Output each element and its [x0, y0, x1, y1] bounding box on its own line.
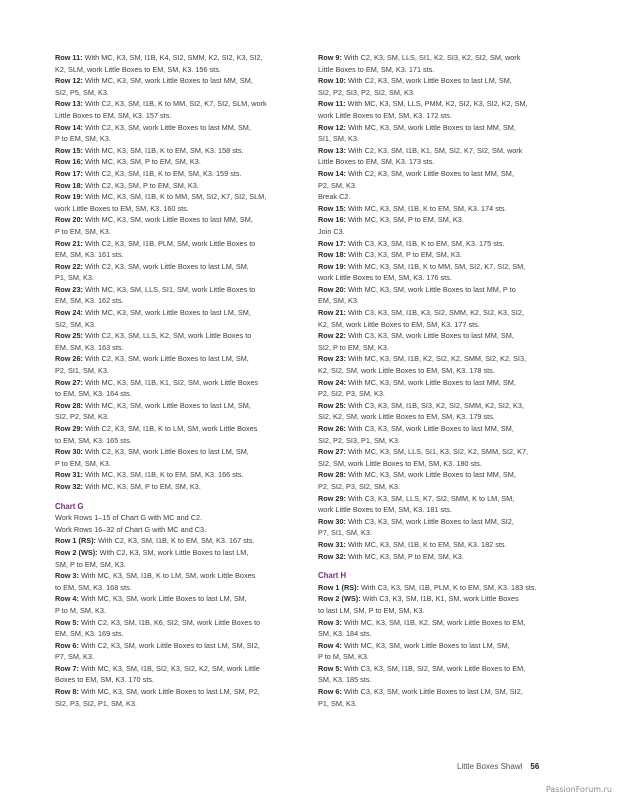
instruction-text: [55, 319, 305, 331]
row-label: Row 5:: [55, 617, 79, 627]
instruction-row: [318, 551, 568, 563]
instruction-row: [55, 570, 305, 582]
row-text: P1, SM, K3.: [55, 273, 94, 283]
instruction-row: [318, 307, 568, 319]
row-label: Row 23:: [318, 354, 346, 364]
row-text: With MC, K3, SM, LLS, SI1, K3, SI2, K2, SMM, SI2, K7,: [345, 447, 529, 457]
instruction-row: [318, 214, 568, 226]
instruction-row: [318, 238, 568, 250]
row-text: With MC, K3, SM, I1B, K to EM, SM, K3. 166 sts.: [82, 470, 244, 480]
row-text: With C3, K3, SM, work Little Boxes to last LM, SM, SI2,: [341, 687, 523, 697]
instruction-row: [55, 156, 305, 168]
row-label: Row 2 (WS):: [318, 594, 361, 604]
row-text: P2, SI2, P3, SM, K3.: [318, 389, 385, 399]
instruction-row: [318, 469, 568, 481]
instruction-row: [55, 423, 305, 435]
row-text: With C2, K3, SM, work Little Boxes to last MM, SM,: [82, 122, 251, 132]
instruction-row: [55, 481, 305, 493]
instruction-row: [55, 307, 305, 319]
instruction-row: [55, 593, 305, 605]
row-text: With MC, K3, SM, work Little Boxes to last LM, SM, P2,: [78, 687, 260, 697]
instruction-text: [318, 458, 568, 470]
row-label: Row 1 (RS):: [55, 536, 96, 546]
row-label: Row 16:: [55, 157, 83, 167]
row-text: With MC, K3, SM, I1B, K1, SI2, SM, work Little Boxes: [82, 377, 259, 387]
row-text: SI2, SM, work Little Boxes to EM, SM, K3. 180 sts.: [318, 458, 482, 468]
instruction-row: [55, 52, 305, 64]
instruction-row: [318, 377, 568, 389]
instruction-row: [318, 261, 568, 273]
row-text: With MC, K3, SM, work Little Boxes to last MM, SM,: [82, 215, 253, 225]
row-label: Row 13:: [318, 145, 346, 155]
instruction-text: [318, 388, 568, 400]
row-text: With C2, K3, SM, P to EM, SM, K3.: [82, 180, 199, 190]
row-text: With MC, K3, SM, work Little Boxes to last MM, SM,: [345, 122, 516, 132]
row-text: P2, SI1, SM, K3.: [55, 366, 109, 376]
section-heading: Chart G: [55, 501, 84, 511]
instruction-row: [318, 686, 568, 698]
row-label: Row 30:: [318, 516, 346, 526]
row-text: With MC, K3, SM, I1B, K to LM, SM, work Little Boxes: [78, 571, 256, 581]
row-label: Row 5:: [318, 663, 342, 673]
row-label: Row 24:: [55, 308, 83, 318]
instruction-row: [55, 238, 305, 250]
row-text: With MC, K3, SM, work Little Boxes to last MM, SM,: [82, 76, 253, 86]
instruction-text: [55, 249, 305, 261]
row-label: Row 17:: [55, 168, 83, 178]
row-text: Break C2.: [318, 192, 351, 202]
instruction-text: [318, 180, 568, 192]
row-text: With C2, K3, SM, I1B, K to LM, SM, work Little Boxes: [82, 424, 258, 433]
row-text: With C3, K3, SM, P to EM, SM, K3.: [345, 250, 462, 260]
instruction-text: [55, 203, 305, 215]
instruction-text: [55, 64, 305, 76]
row-label: Row 31:: [318, 539, 346, 549]
row-text: work Little Boxes to EM, SM, K3. 172 sts.: [318, 110, 452, 120]
instruction-text: [318, 87, 568, 99]
instruction-row: [318, 640, 568, 652]
row-text: SI2, P2, SI3, P1, SM, K3.: [318, 435, 400, 445]
instruction-row: [55, 535, 305, 547]
row-text: P7, SI1, SM, K3.: [318, 528, 372, 538]
instruction-text: [55, 674, 305, 686]
instruction-row: [318, 539, 568, 551]
footer-title: Little Boxes Shawl: [457, 762, 523, 771]
row-text: With C2, K3, SM, I1B, K to EM, SM, K3. 159 sts.: [82, 168, 242, 178]
instruction-text: [318, 191, 568, 203]
instruction-row: [55, 98, 305, 110]
instruction-row: [55, 640, 305, 652]
row-text: SI2, SM, K3.: [55, 319, 96, 329]
instruction-row: [55, 469, 305, 481]
instruction-text: [55, 388, 305, 400]
row-label: Row 2 (WS):: [55, 547, 98, 557]
instruction-row: [318, 122, 568, 134]
row-text: With C3, K3, SM, I1B, K to EM, SM, K3. 175 sts.: [345, 238, 505, 248]
row-text: EM, SM, K3. 161 sts.: [55, 250, 124, 260]
row-text: With MC, K3, SM, LLS, SI1, SM, work Little Boxes to: [82, 284, 256, 294]
instruction-row: [318, 52, 568, 64]
instruction-row: [318, 582, 568, 594]
instruction-row: [55, 686, 305, 698]
row-label: Row 29:: [55, 424, 83, 433]
row-text: With C2, K3, SM, LLS, SI1, K2, SI3, K2, SI2, SM, work: [341, 53, 521, 62]
row-text: Work Rows 16–32 of Chart G with MC and C3.: [55, 524, 207, 534]
row-text: K2, SI2, SM, work Little Boxes to EM, SM, K3. 178 sts.: [318, 366, 495, 376]
row-label: Row 7:: [55, 663, 79, 673]
instruction-text: [55, 133, 305, 145]
row-label: Row 25:: [318, 400, 346, 410]
row-text: to EM, SM, K3. 164 sts.: [55, 389, 132, 399]
instruction-row: [55, 330, 305, 342]
row-label: Row 6:: [55, 640, 79, 650]
instruction-text: [318, 319, 568, 331]
row-text: K2, SM, work Little Boxes to EM, SM, K3. 177 sts.: [318, 319, 480, 329]
row-text: With C3, K3, SM, LLS, K7, SI2, SMM, K to LM, SM,: [345, 493, 515, 503]
instruction-text: [55, 411, 305, 423]
instruction-row: [55, 75, 305, 87]
row-text: With MC, K3, SM, P to EM, SM, K3.: [82, 157, 201, 167]
row-label: Row 13:: [55, 99, 83, 109]
row-label: Row 11:: [55, 53, 83, 62]
row-text: With C3, K3, SM, I1B, K1, SM, work Little Boxes: [360, 594, 519, 604]
row-label: Row 27:: [55, 377, 83, 387]
page-number: 56: [530, 762, 540, 771]
row-text: With C2, K3, SM, work Little Boxes to last LM, SM,: [82, 354, 249, 364]
instruction-row: [55, 547, 305, 559]
instruction-row: [318, 663, 568, 675]
row-label: Row 14:: [55, 122, 83, 132]
row-text: With C2, K3, SM, work Little Boxes to last LM, SM,: [82, 261, 249, 271]
instruction-text: [55, 512, 305, 524]
row-text: work Little Boxes to EM, SM, K3. 160 sts.: [55, 203, 189, 213]
row-text: With MC, K3, SM, P to EM, SM, K3.: [345, 551, 464, 561]
row-label: Row 3:: [55, 571, 79, 581]
row-text: P to EM, SM, K3.: [55, 226, 111, 236]
instruction-row: [55, 261, 305, 273]
row-label: Row 15:: [318, 203, 346, 213]
row-text: EM, SM, K3. 162 sts.: [55, 296, 124, 306]
row-text: With MC, K3, SM, I1B, K to MM, SM, SI2, K7, SI2, SLM,: [82, 192, 267, 202]
row-text: P2, SM, K3.: [318, 180, 357, 190]
instruction-text: [318, 674, 568, 686]
row-label: Row 3:: [318, 617, 342, 627]
row-text: Little Boxes to EM, SM, K3. 173 sts.: [318, 157, 435, 167]
row-label: Row 31:: [55, 470, 83, 480]
row-text: P to M, SM, K3.: [318, 652, 369, 662]
instruction-text: [318, 481, 568, 493]
row-label: Row 4:: [55, 594, 79, 604]
row-text: With C2, K3, SM, I1B, K to EM, SM, K3. 167 sts.: [95, 536, 255, 546]
row-text: With MC, K3, SM, P to EM, SM, K3.: [82, 481, 201, 491]
row-text: With C2, K3, SM, work Little Boxes to last MM, SM,: [345, 168, 514, 178]
row-label: Row 10:: [318, 76, 346, 86]
row-text: SM, P to EM, SM, K3.: [55, 559, 126, 569]
row-text: SI2, P5, SM, K3.: [55, 87, 109, 97]
row-text: P to EM, SM, K3.: [55, 134, 111, 144]
row-label: Row 8:: [55, 687, 79, 697]
row-label: Row 12:: [318, 122, 346, 132]
row-text: SI1, SM, K3.: [318, 134, 359, 144]
instruction-row: [55, 617, 305, 629]
instruction-row: [55, 191, 305, 203]
instruction-row: [55, 353, 305, 365]
row-label: Row 14:: [318, 168, 346, 178]
instruction-row: [318, 98, 568, 110]
row-text: With C2, K3, SM, LLS, K2, SM, work Little Boxes to: [82, 331, 252, 341]
instruction-text: [318, 628, 568, 640]
instruction-text: [55, 342, 305, 354]
right-column: [318, 52, 568, 709]
row-label: Row 15:: [55, 145, 83, 155]
row-text: SI2, P to EM, SM, K3.: [318, 342, 389, 352]
row-text: P to EM, SM, K3.: [55, 458, 111, 468]
row-text: With C2, K3, SM, work Little Boxes to last LM, SM,: [345, 76, 512, 86]
row-label: Row 32:: [318, 551, 346, 561]
instruction-row: [318, 284, 568, 296]
instruction-text: [55, 435, 305, 447]
instruction-text: [55, 87, 305, 99]
row-text: Little Boxes to EM, SM, K3. 157 sts.: [55, 110, 172, 120]
instruction-text: [318, 272, 568, 284]
row-text: P2, SI2, P3, SI2, SM, K3.: [318, 481, 400, 491]
instruction-row: [318, 75, 568, 87]
row-text: Work Rows 1–15 of Chart G with MC and C2.: [55, 513, 203, 523]
row-text: With MC, K3, SM, work Little Boxes to last MM, SM,: [345, 377, 516, 387]
row-text: With C3, K3, SM, work Little Boxes to last MM, SI2,: [345, 516, 514, 526]
instruction-text: [318, 435, 568, 447]
row-text: With MC, K3, SM, I1B, K4, SI2, SMM, K2, SI2, K3, SI2,: [82, 53, 263, 62]
instruction-text: [318, 605, 568, 617]
row-text: With C2, K3, SM, I1B, K to MM, SI2, K7, SI2, SLM, work: [82, 99, 267, 109]
row-label: Row 16:: [318, 215, 346, 225]
row-text: With C2, K3, SM, work Little Boxes to last LM,: [97, 547, 249, 557]
row-label: Row 24:: [318, 377, 346, 387]
row-label: Row 19:: [318, 261, 346, 271]
instruction-row: [55, 284, 305, 296]
row-text: EM, SM, K3. 163 sts.: [55, 342, 124, 352]
row-text: to last LM, SM, P to EM, SM, K3.: [318, 605, 425, 615]
instruction-text: [318, 133, 568, 145]
row-text: EM, SM, K3. 169 sts.: [55, 629, 124, 639]
row-text: With MC, K3, SM, I1B, K2, SI2, K2, SMM, SI2, K2, SI3,: [345, 354, 527, 364]
row-label: Row 29:: [318, 493, 346, 503]
row-text: With MC, K3, SM, I1B, K to EM, SM, K3. 174 sts.: [345, 203, 507, 213]
instruction-row: [318, 423, 568, 435]
row-text: to EM, SM, K3. 168 sts.: [55, 582, 132, 592]
instruction-row: [55, 122, 305, 134]
row-label: Row 9:: [318, 53, 342, 62]
row-text: With MC, K3, SM, P to EM, SM, K3.: [345, 215, 464, 225]
row-label: Row 11:: [318, 99, 346, 109]
instruction-text: [55, 365, 305, 377]
row-text: SI2, P3, SI2, P1, SM, K3.: [55, 698, 137, 708]
row-text: With C3, K3, SM, work Little Boxes to last MM, SM,: [345, 424, 514, 433]
instruction-row: [55, 663, 305, 675]
row-text: With C3, K3, SM, work Little Boxes to last MM, SM,: [345, 331, 514, 341]
row-label: Row 22:: [55, 261, 83, 271]
row-label: Row 25:: [55, 331, 83, 341]
row-label: Row 19:: [55, 192, 83, 202]
row-text: With C3, K3, SM, I1B, PLM, K to EM, SM, K3. 183 sts.: [358, 582, 537, 592]
instruction-text: [55, 605, 305, 617]
row-label: Row 4:: [318, 640, 342, 650]
row-label: Row 23:: [55, 284, 83, 294]
row-label: Row 20:: [55, 215, 83, 225]
instruction-row: [318, 593, 568, 605]
left-column: [55, 52, 305, 709]
row-text: SM, K3. 185 sts.: [318, 675, 372, 685]
row-text: SI2, K2, SM, work Little Boxes to EM, SM, K3. 179 sts.: [318, 412, 495, 422]
row-text: With C2, K3, SM, I1B, K6, SI2, SM, work Little Boxes to: [78, 617, 261, 627]
row-text: With MC, K3, SM, I1B, K to MM, SM, SI2, K7, SI2, SM,: [345, 261, 526, 271]
row-text: With MC, K3, SM, work Little Boxes to last MM, SM,: [345, 470, 516, 480]
row-text: With MC, K3, SM, I1B, SI2, K3, SI2, K2, SM, work Little: [78, 663, 260, 673]
instruction-row: [318, 249, 568, 261]
instruction-text: [55, 698, 305, 710]
instruction-row: [318, 203, 568, 215]
row-text: With C2, K3, SM, work Little Boxes to last LM, SM, SI2,: [78, 640, 260, 650]
row-label: Row 28:: [55, 400, 83, 410]
instruction-row: [318, 493, 568, 505]
page-footer: [457, 762, 539, 771]
instruction-row: [318, 400, 568, 412]
instruction-row: [318, 168, 568, 180]
row-label: Row 12:: [55, 76, 83, 86]
row-text: P to M, SM, K3.: [55, 605, 106, 615]
row-text: work Little Boxes to EM, SM, K3. 176 sts.: [318, 273, 452, 283]
instruction-text: [318, 295, 568, 307]
row-text: work Little Boxes to EM, SM, K3. 181 sts.: [318, 505, 452, 515]
row-label: Row 32:: [55, 481, 83, 491]
instruction-row: [55, 214, 305, 226]
instruction-text: [55, 295, 305, 307]
instruction-text: [318, 110, 568, 122]
row-text: With MC, K3, SM, LLS, PMM, K2, SI2, K3, SI2, K2, SM,: [345, 99, 528, 109]
row-text: SM, K3. 184 sts.: [318, 629, 372, 639]
instruction-text: [55, 272, 305, 284]
instruction-row: [55, 180, 305, 192]
row-text: With C2, K3, SM, work Little Boxes to last LM, SM,: [82, 447, 249, 457]
instruction-text: [55, 582, 305, 594]
row-text: With MC, K3, SM, work Little Boxes to last LM, SM,: [78, 594, 247, 604]
instruction-text: [318, 365, 568, 377]
row-label: Row 27:: [318, 447, 346, 457]
row-text: EM, SM, K3.: [318, 296, 359, 306]
instruction-text: [55, 628, 305, 640]
instruction-row: [55, 377, 305, 389]
row-text: to EM, SM, K3. 165 sts.: [55, 435, 132, 445]
row-label: Row 20:: [318, 284, 346, 294]
row-label: Row 30:: [55, 447, 83, 457]
instruction-text: [55, 458, 305, 470]
instruction-text: [318, 504, 568, 516]
instruction-text: [318, 698, 568, 710]
row-text: With MC, K3, SM, I1B, K to EM, SM, K3. 182 sts.: [345, 539, 507, 549]
instruction-text: [318, 411, 568, 423]
instruction-text: [318, 64, 568, 76]
instruction-row: [318, 353, 568, 365]
row-text: With C3, K3, SM, I1B, SI2, SM, work Little Boxes to EM,: [341, 663, 526, 673]
instruction-row: [55, 446, 305, 458]
instruction-row: [55, 168, 305, 180]
row-label: Row 18:: [318, 250, 346, 260]
row-text: Little Boxes to EM, SM, K3. 171 sts.: [318, 64, 435, 74]
watermark: PassionForum.ru: [545, 785, 612, 794]
instruction-row: [318, 446, 568, 458]
row-text: With C2, K3, SM, I1B, K1, SM, SI2, K7, SI2, SM, work: [345, 145, 523, 155]
instruction-text: [55, 226, 305, 238]
row-text: Join C3.: [318, 226, 345, 236]
row-label: Row 26:: [318, 424, 346, 433]
section-heading: Chart H: [318, 571, 347, 581]
row-label: Row 21:: [318, 308, 346, 318]
row-label: Row 22:: [318, 331, 346, 341]
row-text: With MC, K3, SM, work Little Boxes to last LM, SM,: [82, 308, 251, 318]
instruction-text: [318, 651, 568, 663]
instruction-text: [55, 559, 305, 571]
row-text: With C3, K3, SM, I1B, K3, SI2, SMM, K2, SI2, K3, SI2,: [345, 308, 525, 318]
row-label: Row 21:: [55, 238, 83, 248]
row-text: P7, SM, K3.: [55, 652, 94, 662]
row-label: Row 18:: [55, 180, 83, 190]
row-label: Row 17:: [318, 238, 346, 248]
instruction-row: [318, 617, 568, 629]
instruction-row: [318, 330, 568, 342]
row-text: SI2, P2, SI3, P2, SI2, SM, K3.: [318, 87, 415, 97]
row-text: With C2, K3, SM, I1B, PLM, SM, work Little Boxes to: [82, 238, 256, 248]
row-label: Row 6:: [318, 687, 342, 697]
row-text: With MC, K3, SM, work Little Boxes to last LM, SM,: [341, 640, 510, 650]
instruction-text: [318, 156, 568, 168]
instruction-row: [55, 145, 305, 157]
row-text: SI2, P2, SM, K3.: [55, 412, 109, 422]
instruction-text: [318, 527, 568, 539]
row-text: With C3, K3, SM, I1B, SI3, K2, SI2, SMM, K2, SI2, K3,: [345, 400, 525, 410]
row-label: Row 26:: [55, 354, 83, 364]
row-label: Row 28:: [318, 470, 346, 480]
instruction-text: [55, 524, 305, 536]
row-text: Boxes to EM, SM, K3. 170 sts.: [55, 675, 154, 685]
instruction-row: [55, 400, 305, 412]
row-text: K2, SLM, work Little Boxes to EM, SM, K3. 156 sts.: [55, 64, 221, 74]
row-text: P1, SM, K3.: [318, 698, 357, 708]
row-text: With MC, K3, SM, work Little Boxes to last MM, P to: [345, 284, 516, 294]
instruction-row: [318, 145, 568, 157]
row-label: Row 1 (RS):: [318, 582, 359, 592]
instruction-text: [55, 651, 305, 663]
instruction-row: [318, 516, 568, 528]
row-text: With MC, K3, SM, work Little Boxes to last LM, SM,: [82, 400, 251, 410]
instruction-text: [318, 342, 568, 354]
row-text: With MC, K3, SM, I1B, K to EM, SM, K3. 158 sts.: [82, 145, 244, 155]
row-text: With MC, K3, SM, I1B, K2, SM, work Little Boxes to EM,: [341, 617, 526, 627]
instruction-text: [318, 226, 568, 238]
instruction-text: [55, 110, 305, 122]
